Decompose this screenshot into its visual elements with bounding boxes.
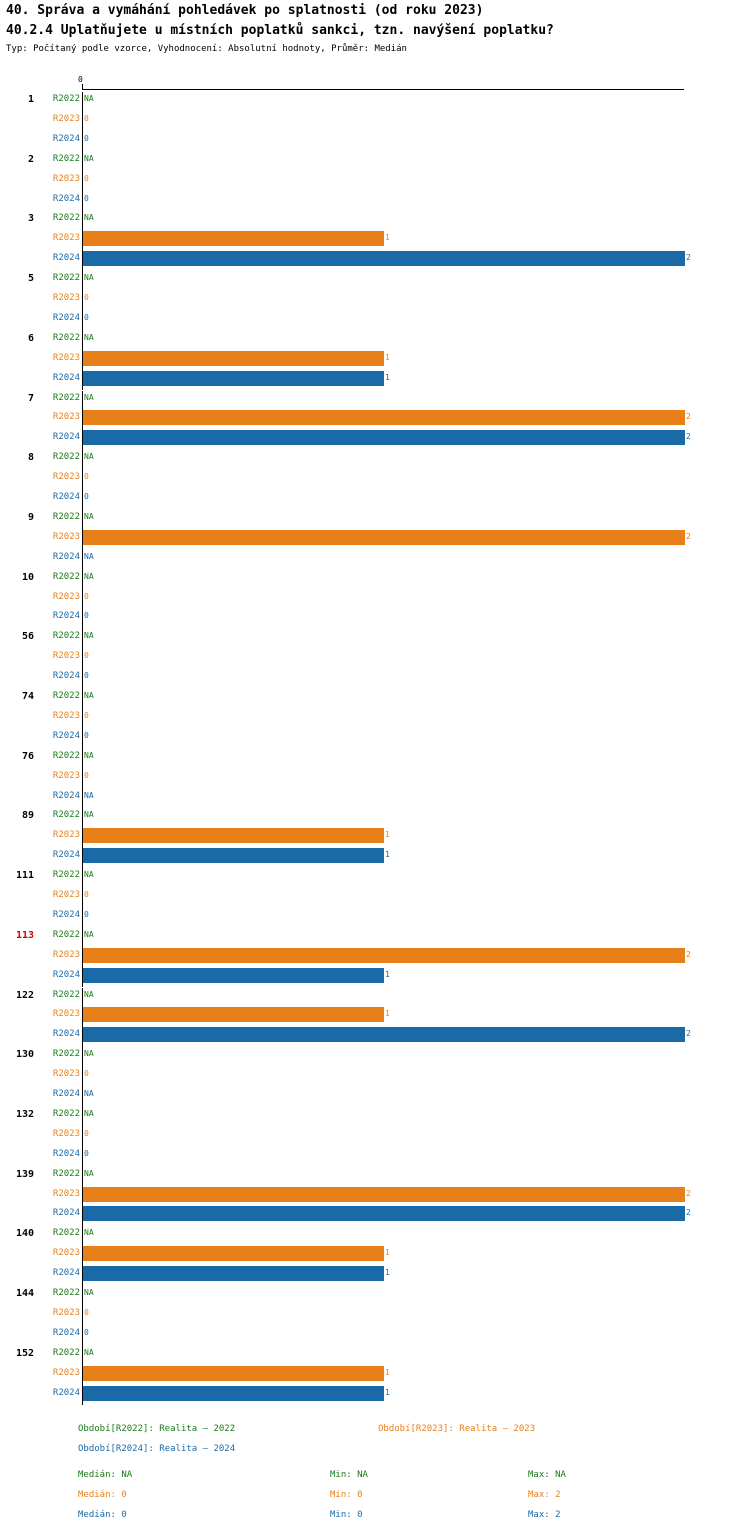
series-row-label: R2022 <box>52 452 80 463</box>
group-id-label: 76 <box>21 750 34 762</box>
group-id-label: 140 <box>15 1228 34 1240</box>
group-id-label: 6 <box>27 332 34 344</box>
bar-value-label: NA <box>84 631 94 641</box>
series-row-label: R2023 <box>52 949 80 960</box>
series-row-label: R2022 <box>52 870 80 881</box>
bar-value-label: NA <box>84 1089 94 1098</box>
bar <box>83 1386 384 1401</box>
bar-value-label: NA <box>84 571 94 581</box>
bar-value-label: 1 <box>385 1268 390 1278</box>
bar-value-label: NA <box>84 691 94 700</box>
bar <box>83 968 384 983</box>
group-id-label: 9 <box>27 511 34 523</box>
bar-value-label: 0 <box>84 1069 89 1079</box>
group-id-label: 1 <box>27 94 34 105</box>
legend-series-2: Období[R2024]: Realita – 2024 <box>78 1444 236 1454</box>
series-row-label: R2023 <box>52 293 80 303</box>
bar-value-label: NA <box>84 1288 94 1297</box>
bar-value-label: 2 <box>686 949 691 959</box>
bar-value-label: NA <box>84 94 94 103</box>
chart-title-sub: 40.2.4 Uplatňujete u místních poplatků sankci, tzn. navýšení poplatku? <box>6 23 554 38</box>
group-id-label: 10 <box>21 571 34 583</box>
series-row-label: R2024 <box>52 671 80 682</box>
group-baseline <box>82 868 83 928</box>
group-baseline <box>82 152 83 212</box>
group-id-label: 74 <box>21 691 34 702</box>
bar <box>83 1206 685 1221</box>
series-row-label: R2024 <box>52 432 80 443</box>
group-baseline <box>82 1286 83 1346</box>
bar-value-label: NA <box>84 213 94 223</box>
bar-value-label: 0 <box>84 591 89 601</box>
bar <box>83 1246 384 1261</box>
group-baseline <box>82 1107 83 1167</box>
group-baseline <box>82 629 83 689</box>
series-row-label: R2022 <box>52 810 80 821</box>
bar <box>83 1266 384 1281</box>
bar-value-label: NA <box>84 989 94 999</box>
bar-value-label: 0 <box>84 909 89 919</box>
bar-value-label: 0 <box>84 1327 89 1337</box>
series-row-label: R2024 <box>52 850 80 861</box>
bar-value-label: 1 <box>385 1248 390 1258</box>
legend-stat-median-2: Medián: 0 <box>78 1510 127 1520</box>
bar-value-label: 2 <box>686 1208 691 1218</box>
bar-value-label: 2 <box>686 1029 691 1039</box>
series-row-label: R2023 <box>52 890 80 900</box>
bar <box>83 231 384 246</box>
bar-value-label: 0 <box>84 173 89 183</box>
group-id-label: 111 <box>15 870 34 882</box>
bar-value-label: NA <box>84 750 94 760</box>
series-row-label: R2023 <box>52 173 80 184</box>
bar-value-label: 0 <box>84 133 89 143</box>
bar <box>83 948 685 963</box>
bar-value-label: 1 <box>385 352 390 362</box>
series-row-label: R2023 <box>52 1128 80 1139</box>
series-row-label: R2024 <box>52 730 80 741</box>
series-row-label: R2022 <box>52 1288 80 1298</box>
bar-value-label: NA <box>84 153 94 163</box>
bar-value-label: 2 <box>686 432 691 442</box>
legend-stat-min-2: Min: 0 <box>330 1510 363 1520</box>
bar-value-label: 0 <box>84 1128 89 1138</box>
series-row-label: R2022 <box>52 571 80 582</box>
series-row-label: R2023 <box>52 651 80 662</box>
series-row-label: R2024 <box>52 790 80 801</box>
series-row-label: R2024 <box>52 1268 80 1279</box>
series-row-label: R2024 <box>52 1327 80 1338</box>
group-id-label: 113 <box>15 929 34 941</box>
bar-value-label: 0 <box>84 1307 89 1317</box>
series-row-label: R2023 <box>52 412 80 423</box>
group-id-label: 56 <box>21 631 34 643</box>
group-baseline <box>82 450 83 510</box>
bar-value-label: NA <box>84 273 94 283</box>
series-row-label: R2022 <box>52 1347 80 1358</box>
bar-value-label: 0 <box>84 710 89 720</box>
bar-value-label: 2 <box>686 253 691 263</box>
bar-value-label: 1 <box>385 1387 390 1397</box>
legend-stat-median-0: Medián: NA <box>78 1470 133 1480</box>
group-id-label: 7 <box>27 392 34 404</box>
bar-value-label: NA <box>84 810 94 820</box>
group-id-label: 2 <box>27 153 34 165</box>
series-row-label: R2023 <box>52 113 80 124</box>
series-row-label: R2022 <box>52 1168 80 1179</box>
group-id-label: 152 <box>15 1347 34 1359</box>
series-row-label: R2022 <box>52 691 80 701</box>
series-row-label: R2022 <box>52 511 80 522</box>
series-row-label: R2023 <box>52 531 80 542</box>
bar <box>83 530 685 545</box>
series-row-label: R2023 <box>52 352 80 363</box>
bar-value-label: 0 <box>84 651 89 661</box>
bar-value-label: 1 <box>385 1009 390 1019</box>
bar-value-label: NA <box>84 1108 94 1118</box>
bar <box>83 251 685 266</box>
series-row-label: R2023 <box>52 1069 80 1080</box>
series-row-label: R2024 <box>52 1148 80 1159</box>
bar <box>83 1366 384 1381</box>
group-baseline <box>82 92 83 152</box>
bar <box>83 1027 685 1042</box>
bar <box>83 410 685 425</box>
series-row-label: R2022 <box>52 1108 80 1119</box>
series-row-label: R2024 <box>52 372 80 383</box>
bar-value-label: 0 <box>84 611 89 621</box>
series-row-label: R2023 <box>52 233 80 244</box>
bar-value-label: NA <box>84 452 94 462</box>
series-row-label: R2022 <box>52 929 80 940</box>
series-row-label: R2022 <box>52 153 80 164</box>
bar-value-label: NA <box>84 1228 94 1238</box>
bar-value-label: 1 <box>385 830 390 840</box>
axis-tick-label-0: 0 <box>78 75 83 84</box>
group-id-label: 130 <box>15 1049 34 1061</box>
legend-stat-min-0: Min: NA <box>330 1470 368 1480</box>
bar <box>83 351 384 366</box>
series-row-label: R2022 <box>52 213 80 224</box>
group-id-label: 144 <box>15 1288 34 1299</box>
series-row-label: R2023 <box>52 830 80 841</box>
chart-title-main: 40. Správa a vymáhání pohledávek po splatnosti (od roku 2023) <box>6 3 484 18</box>
series-row-label: R2023 <box>52 1188 80 1199</box>
bar-value-label: 0 <box>84 492 89 501</box>
bar-value-label: 0 <box>84 472 89 482</box>
group-id-label: 3 <box>27 213 34 225</box>
group-baseline <box>82 749 83 809</box>
bar-value-label: 0 <box>84 113 89 123</box>
series-row-label: R2022 <box>52 94 80 104</box>
series-row-label: R2024 <box>52 969 80 980</box>
legend-stat-max-1: Max: 2 <box>528 1490 561 1500</box>
bar-value-label: NA <box>84 1168 94 1178</box>
bar-value-label: 0 <box>84 730 89 740</box>
bar-value-label: 1 <box>385 1367 390 1377</box>
group-baseline <box>82 570 83 630</box>
bar-value-label: NA <box>84 1347 94 1357</box>
bar-value-label: 0 <box>84 293 89 302</box>
bar-value-label: 0 <box>84 1148 89 1158</box>
bar-value-label: 1 <box>385 372 390 382</box>
series-row-label: R2024 <box>52 909 80 920</box>
series-row-label: R2024 <box>52 611 80 622</box>
bar-value-label: NA <box>84 1049 94 1059</box>
bar <box>83 848 384 863</box>
legend-stat-min-1: Min: 0 <box>330 1490 363 1500</box>
bar-value-label: NA <box>84 392 94 402</box>
bar <box>83 828 384 843</box>
series-row-label: R2024 <box>52 551 80 562</box>
series-row-label: R2023 <box>52 1307 80 1318</box>
bar <box>83 430 685 445</box>
legend-stat-median-1: Medián: 0 <box>78 1490 127 1500</box>
legend-series-0: Období[R2022]: Realita – 2022 <box>78 1424 236 1434</box>
group-id-label: 132 <box>15 1108 34 1120</box>
bar-value-label: 0 <box>84 193 89 203</box>
series-row-label: R2022 <box>52 1049 80 1060</box>
group-baseline <box>82 689 83 749</box>
group-baseline <box>82 1047 83 1107</box>
bar-value-label: 0 <box>84 770 89 780</box>
series-row-label: R2023 <box>52 1248 80 1259</box>
legend-stat-max-0: Max: NA <box>528 1470 566 1480</box>
bar-value-label: 2 <box>686 1188 691 1198</box>
series-row-label: R2023 <box>52 472 80 483</box>
bar-value-label: 1 <box>385 969 390 979</box>
bar-value-label: 0 <box>84 671 89 681</box>
group-id-label: 8 <box>27 452 34 464</box>
series-row-label: R2024 <box>52 1089 80 1099</box>
group-id-label: 5 <box>27 273 34 285</box>
bar-value-label: NA <box>84 929 94 939</box>
series-row-label: R2024 <box>52 193 80 204</box>
bar-value-label: NA <box>84 790 94 800</box>
group-id-label: 122 <box>15 989 34 1001</box>
series-row-label: R2022 <box>52 392 80 403</box>
series-row-label: R2024 <box>52 492 80 502</box>
bar <box>83 1007 384 1022</box>
group-id-label: 139 <box>15 1168 34 1180</box>
series-row-label: R2023 <box>52 591 80 602</box>
series-row-label: R2022 <box>52 1228 80 1239</box>
series-row-label: R2024 <box>52 253 80 264</box>
chart-subtitle: Typ: Počítaný podle vzorce, Vyhodnocení: Absolutní hodnoty, Průměr: Medián <box>6 44 407 54</box>
legend-stat-max-2: Max: 2 <box>528 1510 561 1520</box>
group-id-label: 89 <box>21 810 34 822</box>
bar-value-label: NA <box>84 870 94 880</box>
series-row-label: R2024 <box>52 312 80 323</box>
series-row-label: R2022 <box>52 750 80 761</box>
bar-value-label: 1 <box>385 850 390 860</box>
series-row-label: R2024 <box>52 133 80 144</box>
bar-value-label: 0 <box>84 312 89 322</box>
series-row-label: R2023 <box>52 1009 80 1020</box>
series-row-label: R2022 <box>52 332 80 343</box>
series-row-label: R2024 <box>52 1387 80 1398</box>
series-row-label: R2024 <box>52 1029 80 1040</box>
bar-value-label: 0 <box>84 890 89 899</box>
bar-value-label: 1 <box>385 233 390 243</box>
bar <box>83 371 384 386</box>
series-row-label: R2023 <box>52 770 80 781</box>
series-row-label: R2022 <box>52 631 80 642</box>
bar-value-label: NA <box>84 511 94 521</box>
series-row-label: R2023 <box>52 710 80 721</box>
series-row-label: R2023 <box>52 1367 80 1378</box>
bar <box>83 1187 685 1202</box>
bar-value-label: NA <box>84 332 94 342</box>
group-baseline <box>82 271 83 331</box>
series-row-label: R2022 <box>52 989 80 1000</box>
series-row-label: R2024 <box>52 1208 80 1219</box>
series-row-label: R2022 <box>52 273 80 284</box>
bar-value-label: 2 <box>686 412 691 422</box>
bar-value-label: NA <box>84 551 94 561</box>
legend-series-1: Období[R2023]: Realita – 2023 <box>378 1424 536 1434</box>
bar-value-label: 2 <box>686 531 691 541</box>
